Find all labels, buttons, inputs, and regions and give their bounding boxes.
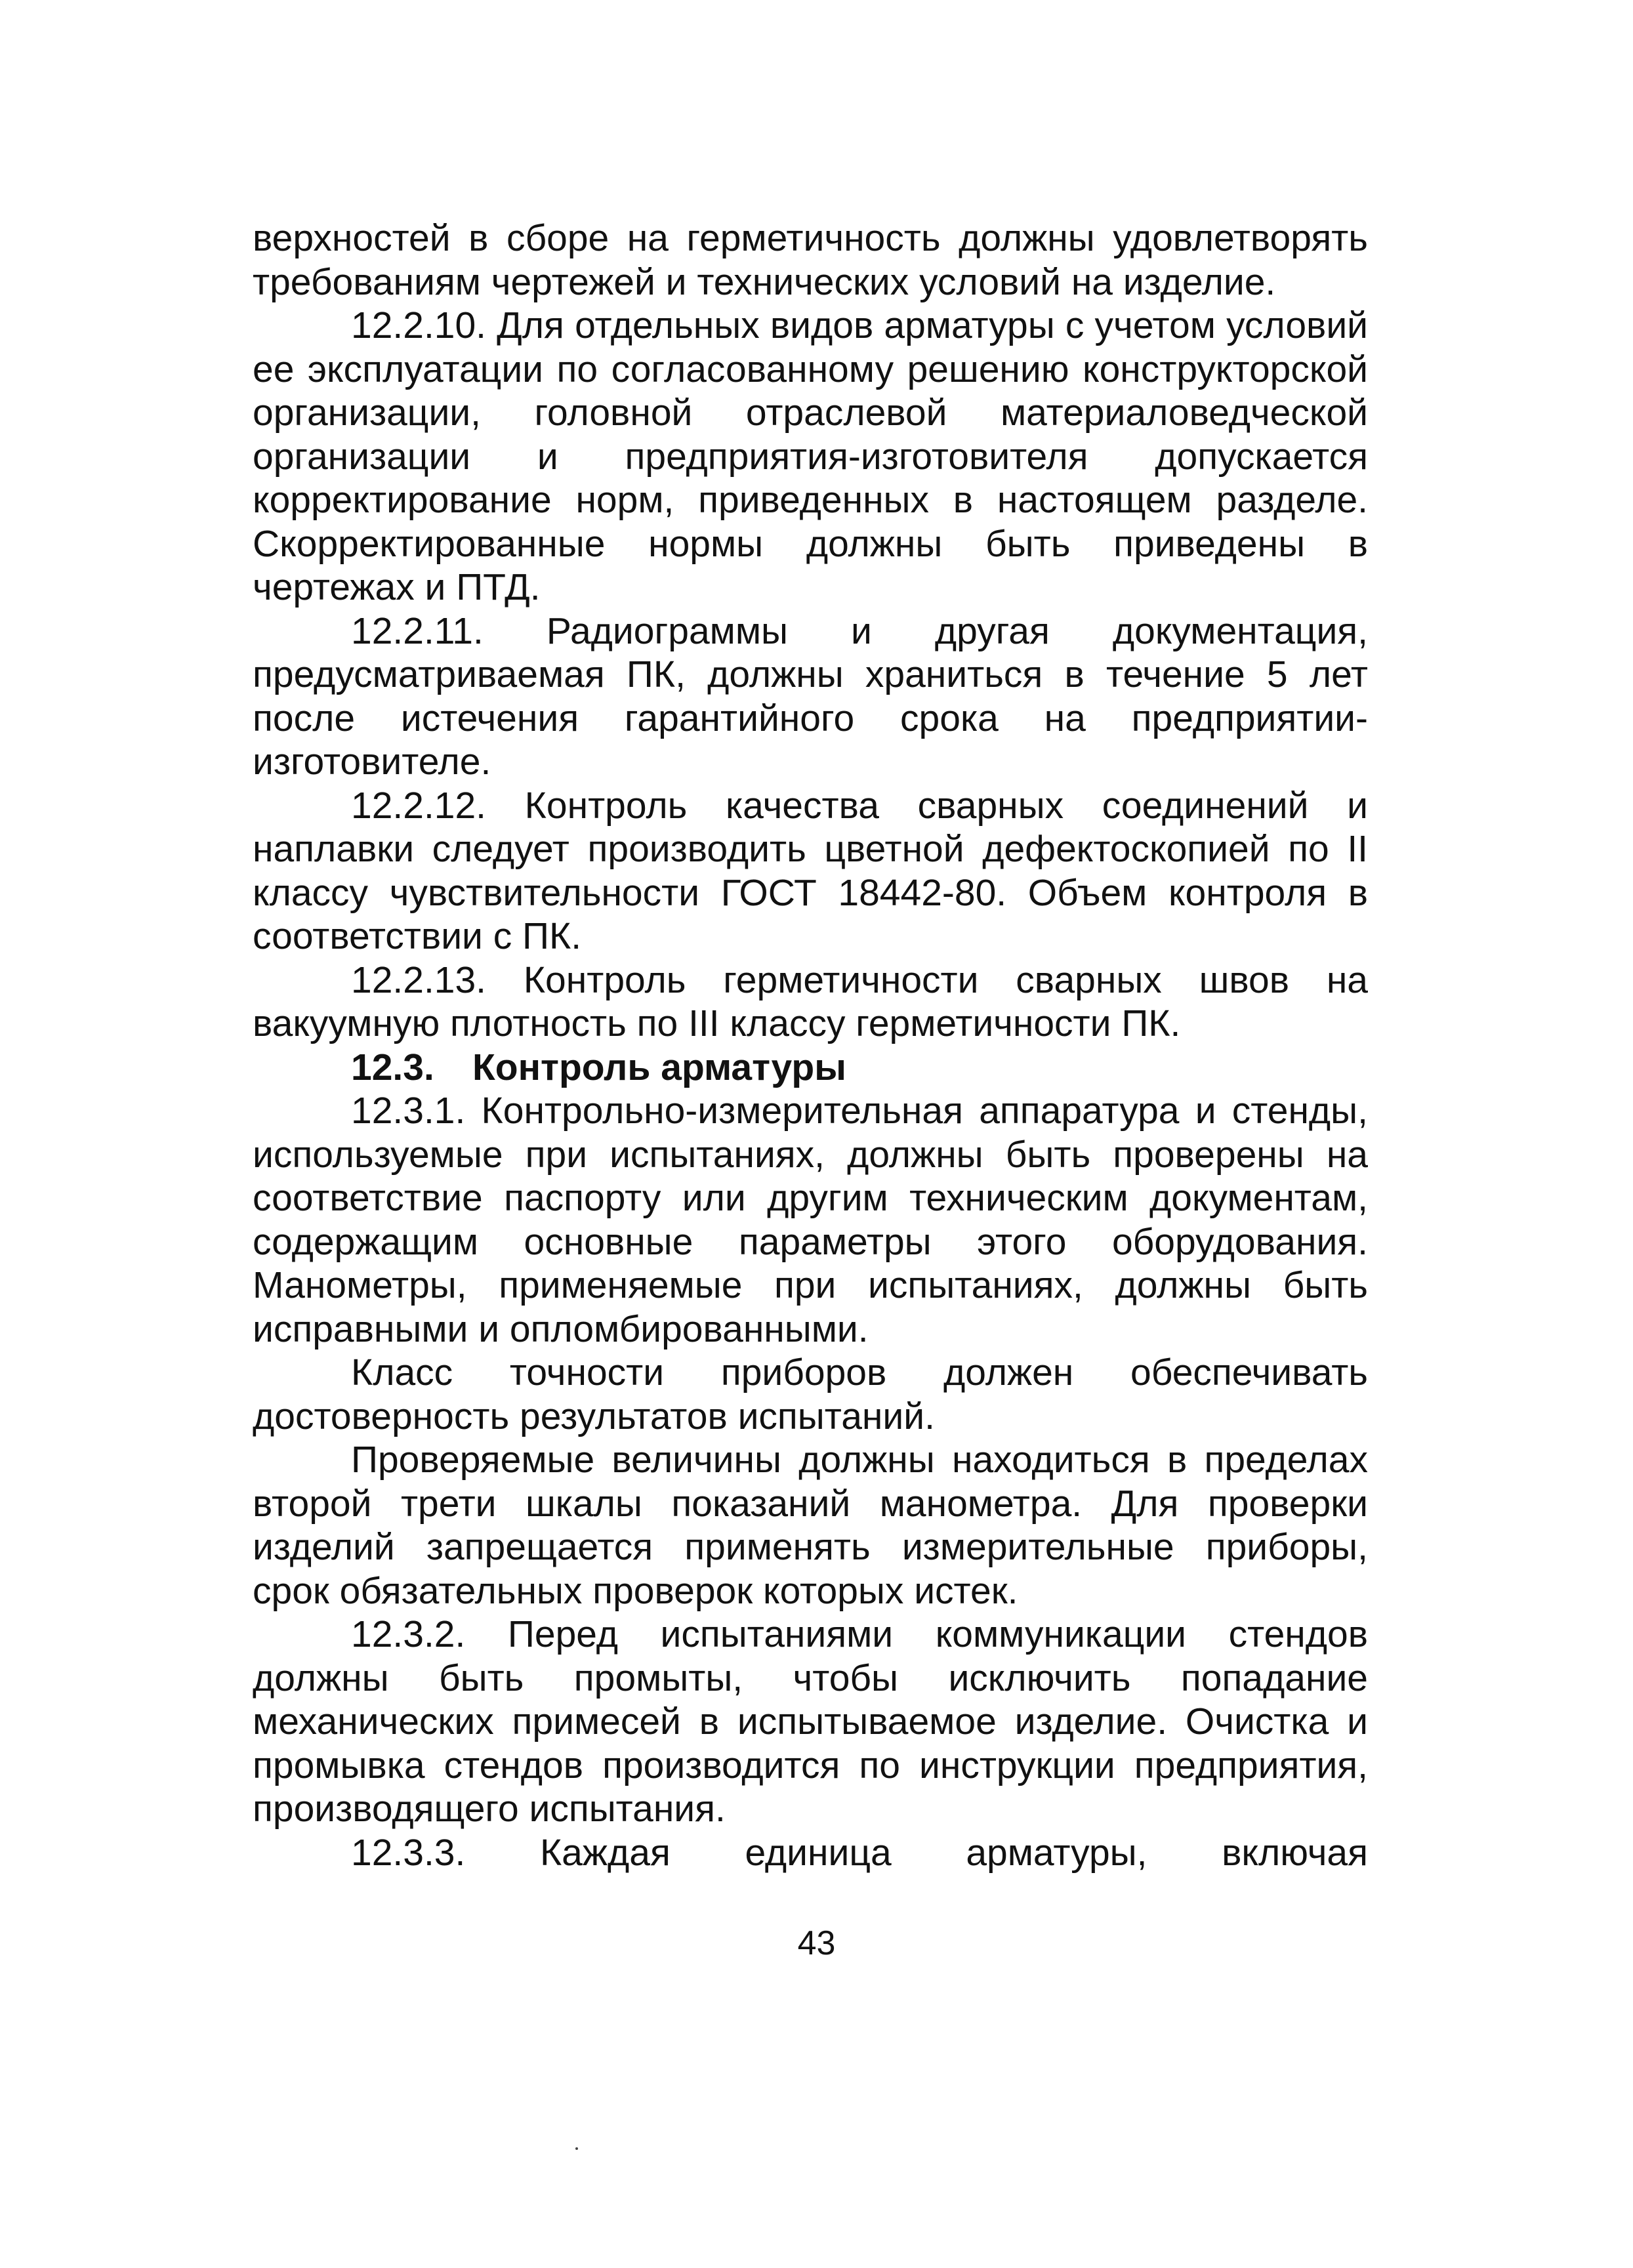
paragraph-checked-values: Проверяемые величины должны находиться в пределах второй трети шкалы показаний манометра. Для проверки изделий запрещается применять измерительные приборы, срок обязательных проверок которых истек. xyxy=(253,1439,1368,1612)
paragraph-12-3-2: 12.3.2. Перед испытаниями коммуникации стендов должны быть промыты, чтобы исключить попадание механических примесей в испытываемое изделие. Очистка и промывка стендов производится по инструкции предприятия, производящего испытания. xyxy=(253,1613,1368,1830)
page-number: 43 xyxy=(797,1924,836,1962)
paragraph-12-2-11: 12.2.11. Радиограммы и другая документация, предусматриваемая ПК, должны храниться в течение 5 лет после истечения гарантийного срока на предприятии-изготовителе. xyxy=(253,609,1368,783)
section-heading-number: 12.3. xyxy=(351,1046,434,1088)
paragraph-12-3-3: 12.3.3. Каждая единица арматуры, включая xyxy=(351,1831,1368,1874)
paragraph-12-2-12: 12.2.12. Контроль качества сварных соединений и наплавки следует производить цветной дефектоскопией по II классу чувствительности ГОСТ 18442-80. Объем контроля в соответствии с ПК. xyxy=(253,784,1368,957)
paragraph-continuation: верхностей в сборе на герметичность должны удовлетворять требованиям чертежей и технических условий на изделие. xyxy=(253,217,1368,303)
document-body xyxy=(253,216,1368,1874)
paragraph-accuracy-class: Класс точности приборов должен обеспечивать достоверность результатов испытаний. xyxy=(253,1351,1368,1437)
paragraph-12-3-1: 12.3.1. Контрольно-измерительная аппаратура и стенды, используемые при испытаниях, должны быть проверены на соответствие паспорту или другим техническим документам, содержащим основные параметры этого оборудования. Манометры, применяемые при испытаниях, должны быть исправными и опломбированными. xyxy=(253,1090,1368,1350)
section-heading-title: Контроль арматуры xyxy=(472,1046,846,1088)
paragraph-12-2-10: 12.2.10. Для отдельных видов арматуры с учетом условий ее эксплуатации по согласованному решению конструкторской организации, головной отраслевой материаловедческой организации и предприятия-изготовителя допускается корректирование норм, приведенных в настоящем разделе. Скорректированные нормы должны быть приведены в чертежах и ПТД. xyxy=(253,304,1368,608)
paragraph-12-2-13: 12.2.13. Контроль герметичности сварных швов на вакуумную плотность по III классу герметичности ПК. xyxy=(253,959,1368,1044)
section-heading xyxy=(253,1046,1368,1090)
scan-speck xyxy=(575,2147,578,2150)
